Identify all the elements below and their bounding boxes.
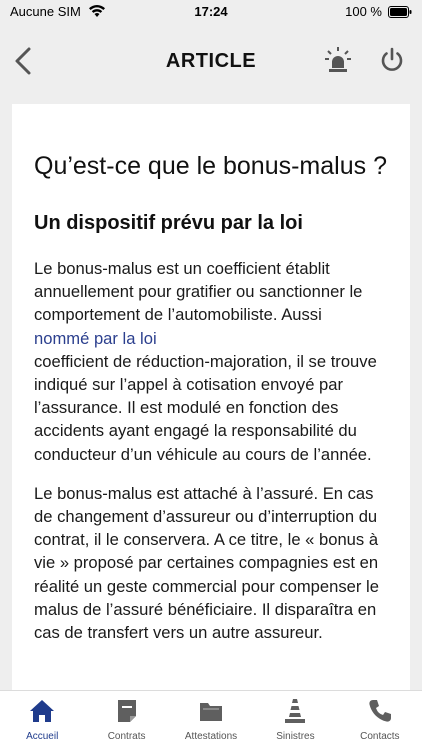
- folder-icon: [197, 697, 225, 725]
- tab-accueil[interactable]: [0, 691, 84, 750]
- paragraph-1-text-start: Le bonus-malus est un coefficient établit annuellement pour gratifier ou sanctionner le comportement de l’automobiliste. Aussi: [34, 259, 363, 325]
- carrier-label: Aucune SIM: [10, 4, 81, 19]
- alarm-light-icon[interactable]: [324, 46, 352, 74]
- clock: 17:24: [194, 4, 228, 19]
- phone-icon: [366, 697, 394, 725]
- article-subtitle: Un dispositif prévu par la loi: [34, 212, 303, 234]
- article-title: Qu’est-ce que le bonus-malus ?: [34, 152, 387, 180]
- tab-label-contrats: Contrats: [107, 731, 146, 742]
- tab-contrats[interactable]: [84, 691, 168, 750]
- power-icon[interactable]: [378, 46, 406, 74]
- tab-attestations[interactable]: [169, 691, 253, 750]
- paragraph-1-text-end: coefficient de réduction-majoration, il se trouve indiqué sur l’appel à cotisation envoyé par l’assurance. Il est modulé en fonction des accidents ayant engagé la responsabilité du conducteur d’un véhicule au cours de l’année.: [34, 351, 377, 464]
- tab-label-accueil: Accueil: [26, 731, 59, 742]
- status-bar: [0, 0, 422, 24]
- tab-bar: [0, 690, 422, 750]
- paragraph-1: [34, 257, 388, 466]
- traffic-cone-icon: [281, 697, 309, 725]
- tab-sinistres[interactable]: [253, 691, 337, 750]
- nav-bar: [0, 24, 422, 100]
- tab-contacts[interactable]: [338, 691, 422, 750]
- battery-percentage: 100 %: [345, 4, 382, 19]
- page-title: ARTICLE: [165, 50, 257, 72]
- home-icon: [28, 697, 56, 725]
- tab-label-sinistres: Sinistres: [276, 731, 315, 742]
- tab-label-attestations: Attestations: [184, 731, 238, 742]
- paragraph-2: Le bonus-malus est attaché à l’assuré. En cas de changement d’assureur ou d’interruption du contrat, il le conservera. A ce titre, le « bonus à vie » proposé par certaines compagnies est en réalité un geste commercial pour compenser le malus de l’assuré bénéficiaire. Il disparaîtra en cas de transfert vers un autre assureur.: [34, 483, 379, 643]
- document-icon: [113, 697, 141, 725]
- article-card: [12, 104, 410, 690]
- tab-label-contacts: Contacts: [360, 731, 400, 742]
- battery-icon: [388, 6, 412, 18]
- law-link[interactable]: nommé par la loi: [34, 328, 157, 348]
